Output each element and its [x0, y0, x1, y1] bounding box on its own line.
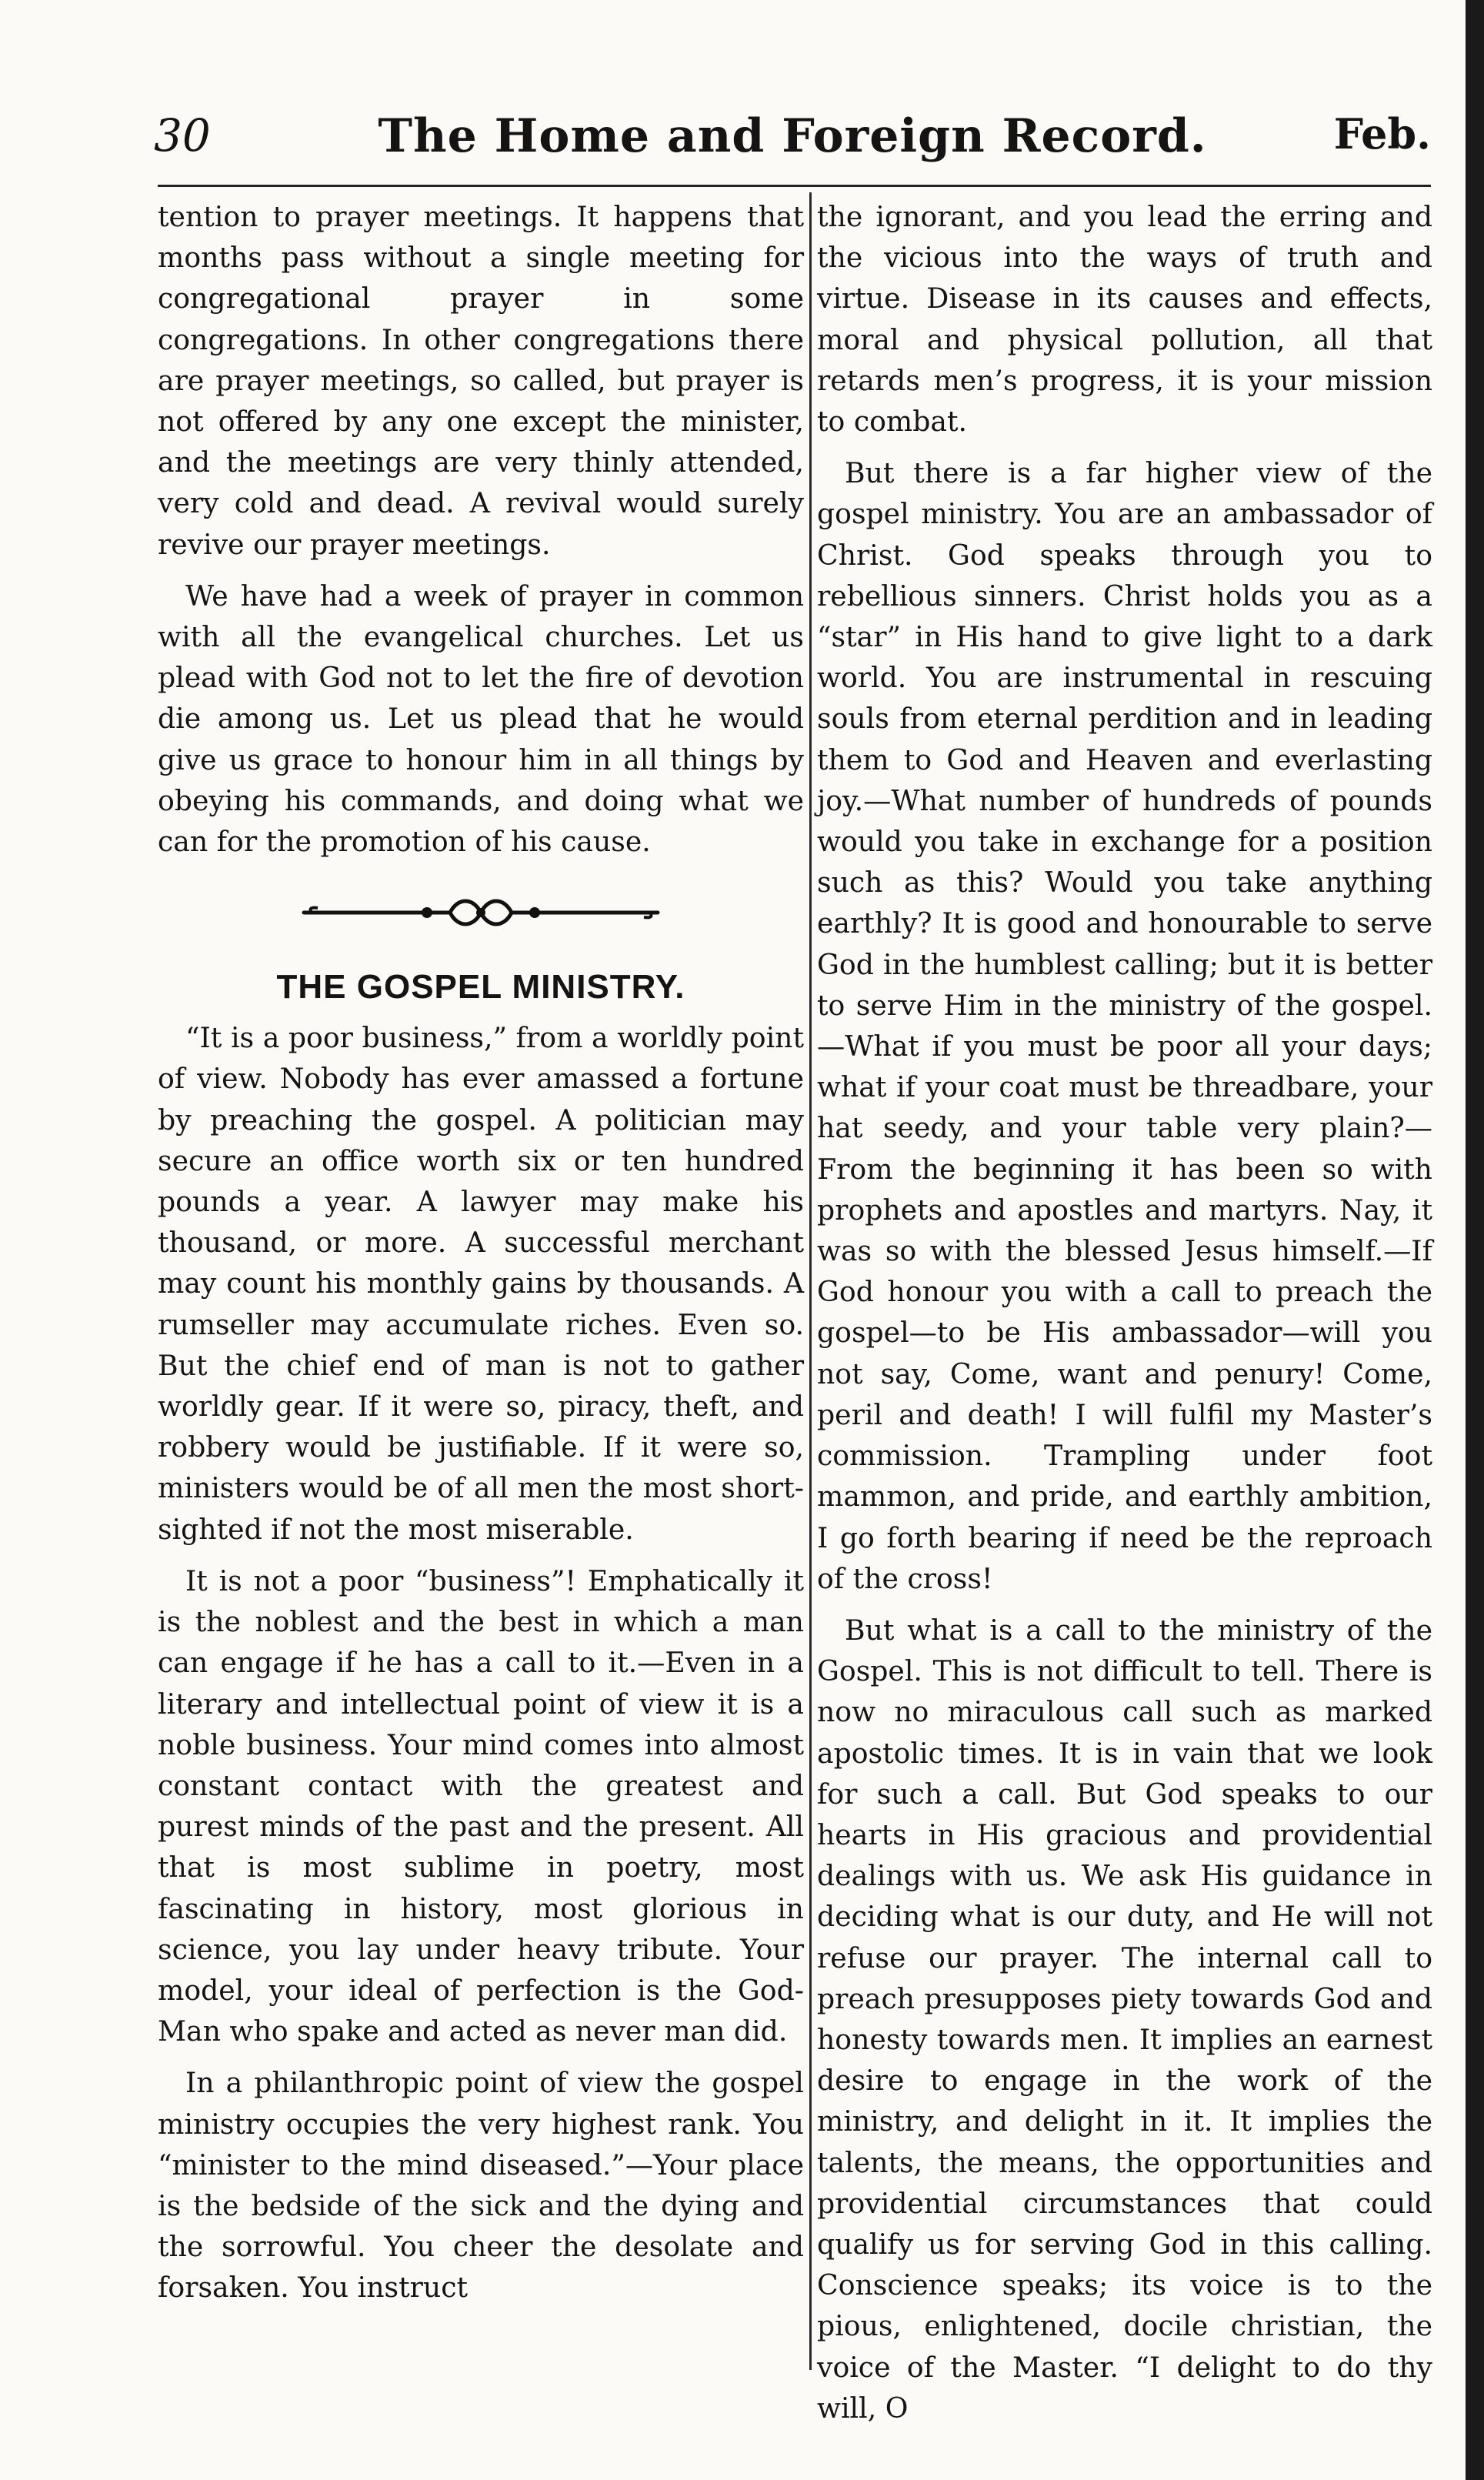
column-divider [809, 192, 812, 2370]
paragraph: We have had a week of prayer in common with all the evangelical churches. Let us plead with God not to let the fire of devotion die among us. Let us plead that he would give us grace to honour him in all things by obeying his commands, and doing what we can for the promotion of his cause. [158, 579, 804, 859]
page-edge-shadow [1466, 0, 1484, 2480]
right-column [817, 196, 1432, 2425]
running-title: The Home and Foreign Record. [378, 109, 1207, 163]
left-column [158, 196, 804, 2365]
paragraph: It is not a poor “business”! Emphatically it is the noblest and the best in which a man can engage if he has a call to it.—Even in a literary and intellectual point of view it is a noble business. Your mind comes into almost constant contact with the greatest and purest minds of the past and the present. All that is most sublime in poetry, most fascinating in history, most glorious in science, you lay under heavy tribute. Your model, your ideal of perfection is the God-Man who spake and acted as never man did. [158, 1564, 804, 2048]
ornamental-divider [158, 890, 804, 959]
paragraph: tention to prayer meetings. It happens that months pass without a single meeting for congregational prayer in some congregations. In other congregations there are prayer meetings, so called, but prayer is not offered by any one except the minister, and the meetings are very thinly attended, very cold and dead. A revival would surely revive our prayer meetings. [158, 200, 804, 561]
page-number: 30 [154, 109, 211, 162]
paragraph: the ignorant, and you lead the erring and the vicious into the ways of truth and virtue. Disease in its causes and effects, moral and physical pollution, all that retards men’s progress, it is your mission to combat. [817, 200, 1432, 439]
paragraph: But there is a far higher view of the gospel ministry. You are an ambassador of Christ. God speaks through you to rebellious sinners. Christ holds you as a “star” in His hand to give light to a dark world. You are instrumental in rescuing souls from eternal perdition and in leading them to God and Heaven and everlasting joy.—What number of hundreds of pounds would you take in exchange for a position such as this? Would you take anything earthly? It is good and honourable to serve God in the humblest calling; but it is better to serve Him in the ministry of the gospel.—What if you must be poor all your days; what if your coat must be threadbare, your hat seedy, and your table very plain?—From the beginning it has been so with prophets and apostles and martyrs. Nay, it was so with the blessed Jesus himself.—If God honour you with a call to preach the gospel—to be His ambassador—will you not say, Come, want and penury! Come, peril and death! I will fulfil my Master’s commission. Trampling under foot mammon, and pride, and earthly ambition, I go forth bearing if need be the reproach of the cross! [817, 456, 1432, 1595]
article-title: THE GOSPEL MINISTRY. [276, 968, 685, 1006]
paragraph: In a philanthropic point of view the gospel ministry occupies the very highest rank. You “minister to the mind diseased.”—Your place is the bedside of the sick and the dying and the sorrowful. You cheer the desolate and forsaken. You instruct [158, 2066, 804, 2305]
paragraph: “It is a poor business,” from a worldly point of view. Nobody has ever amassed a fortune by preaching the gospel. A politician may secure an office worth six or ten hundred pounds a year. A lawyer may make his thousand, or more. A successful merchant may count his monthly gains by thousands. A rumseller may accumulate riches. Even so. But the chief end of man is not to gather worldly gear. If it were so, piracy, theft, and robbery would be justifiable. If it were so, ministers would be of all men the most short-sighted if not the most miserable. [158, 1021, 804, 1546]
paragraph: But what is a call to the ministry of the Gospel. This is not difficult to tell. There is now no miraculous call such as marked apostolic times. It is in vain that we look for such a call. But God speaks to our hearts in His gracious and providential dealings with us. We ask His guidance in deciding what is our duty, and He will not refuse our prayer. The internal call to preach presupposes piety towards God and honesty towards men. It implies an earnest desire to engage in the work of the ministry, and delight in it. It implies the talents, the means, the opportunities and providential circumstances that could qualify us for serving God in this calling. Conscience speaks; its voice is to the pious, enlightened, docile christian, the voice of the Master. “I delight to do thy will, O [817, 1613, 1432, 2425]
issue-month: Feb. [1333, 109, 1431, 159]
header-rule [158, 185, 1431, 187]
page-header [154, 109, 1431, 186]
ornament-flourish-icon [296, 890, 665, 936]
